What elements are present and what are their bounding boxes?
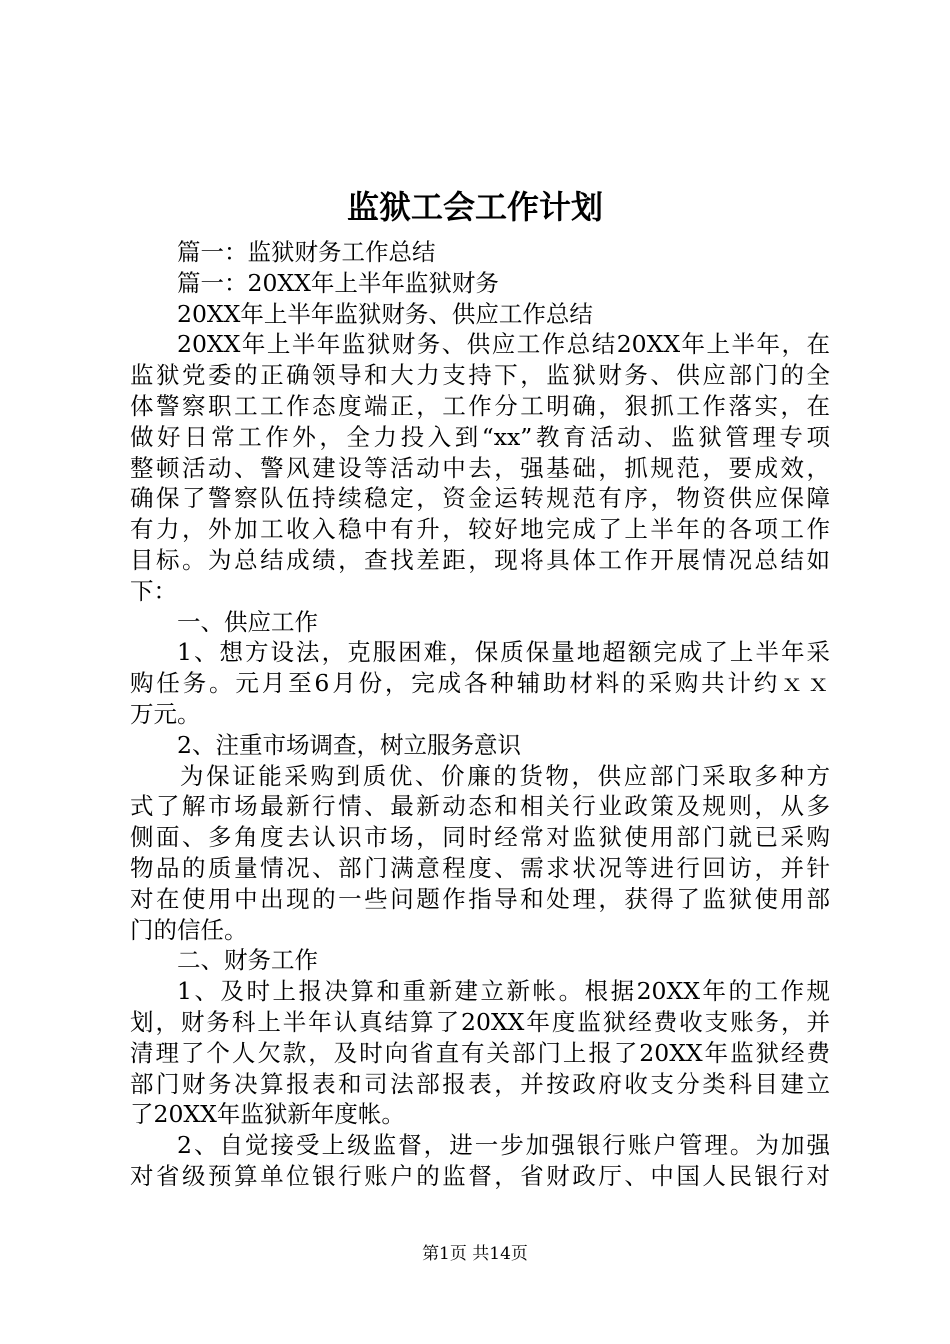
text-line: 1、及时上报决算和重新建立新帐。根据20XX年的工作规 [177,977,830,1006]
text-line: 购任务。元月至6月份，完成各种辅助材料的采购共计约ｘｘ [130,669,830,698]
text-line: 划，财务科上半年认真结算了20XX年度监狱经费收支账务，并 [130,1007,830,1036]
text-line: 有力，外加工收入稳中有升，较好地完成了上半年的各项工作 [130,515,830,544]
subsection-heading: 2、注重市场调查，树立服务意识 [177,730,521,759]
text-line: 监狱党委的正确领导和大力支持下，监狱财务、供应部门的全 [130,361,830,390]
text-line: 体警察职工工作态度端正，工作分工明确，狠抓工作落实，在 [130,391,830,420]
text-line: 了20XX年监狱新年度帐。 [130,1100,405,1129]
text-line: 对在使用中出现的一些问题作指导和处理，获得了监狱使用部 [130,884,830,913]
text-line: 篇一：20XX年上半年监狱财务 [177,268,499,297]
text-line: 侧面、多角度去认识市场，同时经常对监狱使用部门就已采购 [130,823,830,852]
text-line: 目标。为总结成绩，查找差距，现将具体工作开展情况总结如 [130,545,830,574]
document-title: 监狱工会工作计划 [346,188,603,226]
document-body [130,237,830,1192]
text-line: 整顿活动、警风建设等活动中去，强基础，抓规范，要成效， [130,453,830,482]
text-line: 万元。 [130,699,201,728]
page-number-footer: 第1页 共14页 [422,1244,528,1264]
text-line: 做好日常工作外，全力投入到“xx”教育活动、监狱管理专项 [130,422,830,451]
text-line: 门的信任。 [130,915,248,944]
text-line: 确保了警察队伍持续稳定，资金运转规范有序，物资供应保障 [130,484,830,513]
section-heading: 一、供应工作 [177,607,318,636]
text-line: 部门财务决算报表和司法部报表，并按政府收支分类科目建立 [130,1069,830,1098]
text-line: 1、想方设法，克服困难，保质保量地超额完成了上半年采 [177,638,830,667]
text-line: 式了解市场最新行情、最新动态和相关行业政策及规则，从多 [130,792,830,821]
text-line: 20XX年上半年监狱财务、供应工作总结 [177,299,593,328]
text-line: 2、自觉接受上级监督，进一步加强银行账户管理。为加强 [177,1131,830,1160]
section-heading: 二、财务工作 [177,946,318,975]
text-line: 对省级预算单位银行账户的监督，省财政厅、中国人民银行对 [130,1161,830,1190]
text-line: 篇一：监狱财务工作总结 [177,238,436,266]
text-line: 20XX年上半年监狱财务、供应工作总结20XX年上半年，在 [177,330,830,359]
text-line: 物品的质量情况、部门满意程度、需求状况等进行回访，并针 [130,853,830,882]
text-line: 清理了个人欠款，及时向省直有关部门上报了20XX年监狱经费 [130,1038,830,1067]
text-line: 为保证能采购到质优、价廉的货物，供应部门采取多种方 [180,761,830,790]
text-line: 下： [130,576,177,605]
